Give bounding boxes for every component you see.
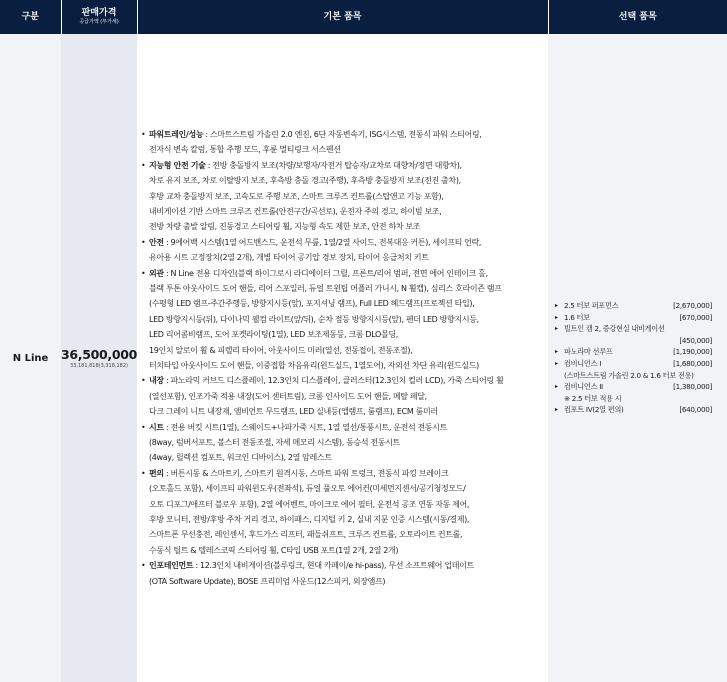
basic-item-text: 스마트스트림 가솔린 2.0 엔진, 6단 자동변속기, ISG시스템, 전동식 파워 스티어링,: [209, 129, 482, 139]
basic-item-category: 지능형 안전 기술: [149, 160, 206, 170]
trim-name: N Line: [0, 34, 61, 682]
basic-item-text: 버튼시동 & 스마트키, 스마트키 원격시동, 스마트 파워 트렁크, 전동식 파킹 브레이크: [170, 468, 449, 478]
basic-items-list: [140, 127, 540, 589]
basic-item-text: N Line 전용 디자인(블랙 하이그로시 라디에이터 그릴, 프론트/리어 범퍼, 전면 에어 인테이크 홀,: [170, 268, 488, 278]
header-price-label: 판매가격: [81, 8, 117, 19]
header-basic-items: 기본 품목: [137, 0, 548, 34]
basic-item-text: 파노라믹 커브드 디스플레이, 12.3인치 디스플레이, 클러스터(12.3인치 컬러 LCD), 가죽 스티어링 휠: [170, 376, 504, 386]
basic-item-text: 블랙 투톤 아웃사이드 도어 핸들, 리어 스포일러, 듀얼 트윈팁 머플러 가니시, N 휠캡), 심리스 호라이즌 램프: [149, 283, 502, 293]
basic-item-text: 전용 버킷 시트(1열), 스웨이드+나파가죽 시트, 1열 열선/통풍시트, 운전석 전동시트: [170, 422, 448, 432]
basic-item: [140, 373, 540, 419]
basic-item-separator: :: [163, 237, 171, 247]
price-value: 36,500,000: [61, 347, 138, 362]
basic-item-separator: :: [205, 160, 213, 170]
option-price: [670,000]: [679, 312, 712, 322]
basic-item-text: 12.3인치 내비게이션(블루링크, 현대 카페이/e hi-pass), 무선 소프트웨어 업데이트: [200, 561, 474, 571]
basic-item-text: (오토홀드 포함), 세이프티 파워윈도우(전좌석), 듀얼 풀오토 에어컨(미세먼지센서/공기청정모드/: [149, 484, 466, 494]
option-item: [555, 346, 712, 358]
basic-item-text: (8way, 럼버서포트, 볼스터 전동조절, 자세 메모리 시스템), 동승석 전동시트: [149, 438, 400, 448]
basic-item-text: 전방 차량 출발 알림, 진동경고 스티어링 휠, 지능형 속도 제한 보조, 안전 하차 보조: [149, 222, 421, 232]
basic-item-text: 내비게이션 기반 스마트 크루즈 컨트롤(안전구간/곡선로), 운전자 주의 경고, 하이빔 보조,: [149, 206, 442, 216]
option-name: ▸ 컴포트 IV(2열 편의): [555, 404, 624, 416]
basic-item-text: 9에어백 시스템(1열 어드밴스드, 운전석 무릎, 1열/2열 사이드, 전복대응 커튼), 세이프티 언락,: [170, 237, 482, 247]
basic-item-text: 오토 디포그/애프터 블로우 포함), 2열 에어벤트, 마이크로 에어 필터, 운전석 공조 연동 자동 제어,: [149, 499, 470, 509]
basic-item: [140, 420, 540, 466]
basic-item-text: (OTA Software Update), BOSE 프리미엄 사운드(12스피커, 외장앰프): [149, 576, 386, 586]
option-price: [1,680,000]: [673, 359, 712, 368]
basic-item-text: LED 리어콤비램프, 도어 포켓라이팅(1열), LED 보조제동등, 크롬 DLO몰딩,: [149, 330, 398, 340]
basic-item-text: 유아용 시트 고정장치(2열 2개), 개별 타이어 공기압 경보 장치, 타이어 응급처치 키트: [149, 253, 429, 263]
basic-item-separator: :: [203, 129, 210, 139]
trim-row: [0, 34, 727, 682]
option-name: ▸ 2.5 터보 퍼포먼스: [555, 300, 618, 312]
basic-item-text: 19인치 알로이 휠 & 피렐리 타이어, 아웃사이드 미러(열선, 전동접이, 전동조절),: [149, 345, 413, 355]
option-item: [555, 312, 712, 324]
option-price: [1,190,000]: [673, 347, 712, 357]
price-cell: [61, 34, 137, 682]
option-item: [555, 323, 712, 346]
option-price: [2,670,000]: [673, 301, 712, 311]
basic-item-category: 파워트레인/성능: [149, 129, 204, 139]
header-price-sub: 공급가액 (부가세): [79, 18, 119, 25]
basic-item-separator: :: [163, 376, 171, 386]
header-trim: 구분: [0, 0, 61, 34]
basic-item-text: 후방 모니터, 전방/후방 주차 거리 경고, 하이패스, 디지털 키 2, 실내 지문 인증 시스템(시동/결제),: [149, 515, 470, 525]
basic-item-text: 수동식 틸트 & 텔레스코픽 스티어링 휠, C타입 USB 포트(1열 2개, 2열 2개): [149, 545, 399, 555]
option-price: [640,000]: [679, 405, 712, 415]
table-header-row: [0, 0, 727, 34]
basic-item-category: 내장: [149, 376, 164, 386]
basic-item-text: (수평형 LED 램프-주간주행등, 방향지시등(앞), 포지셔닝 램프), Full LED 헤드램프(프로젝션 타입),: [149, 299, 475, 309]
option-item: [555, 404, 712, 416]
basic-item-text: (열선포함), 인조가죽 적용 내장(도어 센터트림), 크롬 인사이드 도어 핸들, 메탈 페달,: [149, 391, 427, 401]
basic-items-cell: [137, 34, 548, 682]
basic-item-text: 전자식 변속 칼럼, 통합 주행 모드, 후륜 멀티링크 서스펜션: [149, 145, 341, 155]
basic-item-text: 전방 충돌방지 보조(차량/보행자/자전거 탑승자/교차로 대향차/정면 대향차),: [212, 160, 462, 170]
basic-item-text: LED 방향지시등(뒤), 다이나믹 웰컴 라이트(앞/뒤), 순차 점등 방향지시등(앞), 펜더 LED 방향지시등,: [149, 314, 479, 324]
option-item: [555, 381, 712, 404]
option-price: [1,380,000]: [673, 382, 712, 392]
option-item: [555, 300, 712, 312]
basic-item: [140, 266, 540, 374]
option-name: ▸ 1.6 터보: [555, 312, 590, 324]
basic-item: [140, 235, 540, 266]
basic-item-text: 차로 유지 보조, 차로 이탈방지 보조, 후측방 충돌 경고(주행), 후측방 충돌방지 보조(전진 출차),: [149, 176, 461, 186]
header-options: 선택 품목: [548, 0, 727, 34]
basic-item-text: 다크 그레이 니트 내장재, 앰비언트 무드램프, LED 실내등(앱램프, 룸램프), ECM 룸미러: [149, 407, 438, 417]
basic-item-category: 인포테인먼트: [149, 561, 194, 571]
basic-item-category: 시트: [149, 422, 164, 432]
basic-item-text: 터치타입 아웃사이드 도어 핸들, 이중접합 차음유리(윈드실드, 1열도어), 자외선 차단 유리(윈드실드): [149, 361, 479, 370]
basic-item-text: 스마트폰 무선충전, 레인센서, 후드가스 리프터, 패들쉬프트, 크루즈 컨트롤, 오토라이트 컨트롤,: [149, 530, 463, 540]
basic-item-category: 편의: [149, 468, 164, 478]
option-name: ▸ 컴비니언스 II: [555, 381, 603, 393]
options-cell: [548, 34, 727, 682]
basic-item: [140, 558, 540, 589]
option-name: ▸ 빌트인 캠 2, 증강현실 내비게이션: [555, 323, 665, 335]
options-list: [555, 300, 712, 416]
basic-item-text: (4way, 릴렉션 컴포트, 워크인 디바이스), 2열 암레스트: [149, 453, 332, 463]
basic-item-separator: :: [163, 468, 171, 478]
header-price: [61, 0, 137, 34]
basic-item: [140, 466, 540, 558]
basic-item: [140, 158, 540, 235]
option-note: (스마트스트림 가솔린 2.0 & 1.6 터보 전용): [564, 370, 694, 380]
basic-item-separator: :: [163, 268, 171, 278]
price-supply-value: 33,181,818(3,318,182): [70, 363, 128, 369]
basic-item-text: 후방 교차 충돌방지 보조, 고속도로 주행 보조, 스마트 크루즈 컨트롤(스탑앤고 기능 포함),: [149, 191, 444, 201]
option-price: [450,000]: [679, 335, 712, 345]
basic-item: [140, 127, 540, 158]
basic-item-separator: :: [193, 561, 201, 571]
basic-item-separator: :: [163, 422, 171, 432]
basic-item-category: 외관: [149, 268, 164, 278]
option-name: ▸ 컴비니언스 I: [555, 358, 601, 370]
option-name: ▸ 파노라마 선루프: [555, 346, 613, 358]
option-item: [555, 358, 712, 381]
basic-item-category: 안전: [149, 237, 164, 247]
option-note: ※ 2.5 터보 적용 시: [564, 393, 622, 403]
